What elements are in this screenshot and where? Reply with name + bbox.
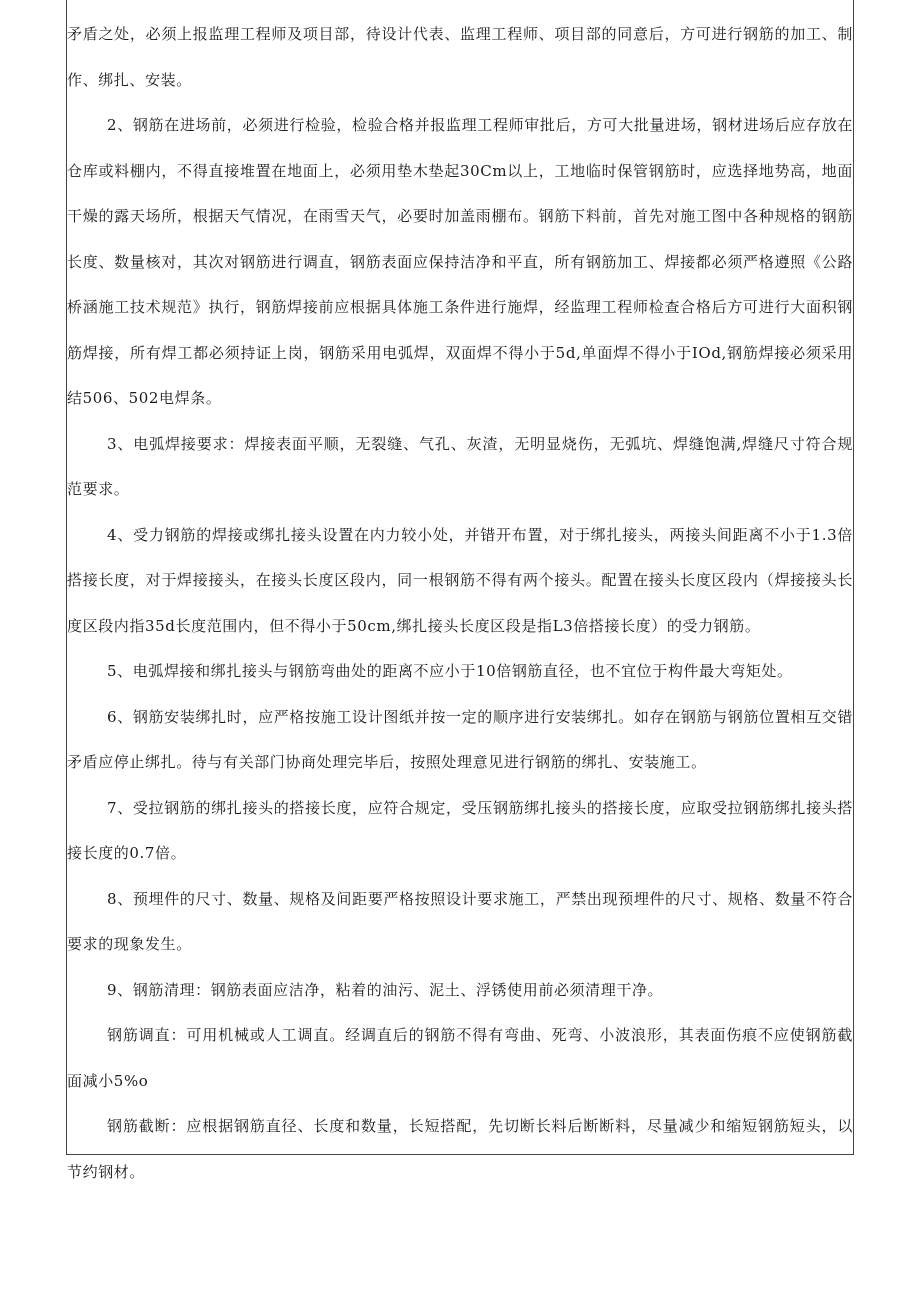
paragraph-straightening: 钢筋调直：可用机械或人工调直。经调直后的钢筋不得有弯曲、死弯、小波浪形，其表面伤痕不应使钢筋截面减小5%o	[67, 1026, 853, 1090]
paragraph-6-installation: 6、钢筋安装绑扎时，应严格按施工设计图纸并按一定的顺序进行安装绑扎。如存在钢筋与钢筋位置相互交错矛盾应停止绑扎。待与有关部门协商处理完毕后，按照处理意见进行钢筋的绑扎、安装施工。	[67, 707, 853, 771]
paragraph-3-arc-welding: 3、电弧焊接要求：焊接表面平顺，无裂缝、气孔、灰渣，无明显烧伤，无弧坑、焊缝饱满,焊缝尺寸符合规范要求。	[67, 434, 853, 498]
document-body	[67, 12, 853, 1195]
paragraph-2-rebar-inspection: 2、钢筋在进场前，必须进行检验，检验合格并报监理工程师审批后，方可大批量进场，钢材进场后应存放在仓库或料棚内，不得直接堆置在地面上，必须用垫木垫起30Cm以上，工地临时保管钢筋时，应选择地势高，地面干燥的露天场所，根据天气情况，在雨雪天气，必要时加盖雨棚布。钢筋下料前，首先对施工图中各种规格的钢筋长度、数量核对，其次对钢筋进行调直，钢筋表面应保持洁净和平直，所有钢筋加工、焊接都必须严格遵照《公路桥涵施工技术规范》执行，钢筋焊接前应根据具体施工条件进行施焊，经监理工程师检查合格后方可进行大面积钢筋焊接，所有焊工都必须持证上岗，钢筋采用电弧焊，双面焊不得小于5d,单面焊不得小于IOd,钢筋焊接必须采用结506、502电焊条。	[67, 116, 853, 407]
paragraph-continuation: 矛盾之处，必须上报监理工程师及项目部，待设计代表、监理工程师、项目部的同意后，方可进行钢筋的加工、制作、绑扎、安装。	[67, 25, 853, 89]
paragraph-4-joints: 4、受力钢筋的焊接或绑扎接头设置在内力较小处，并错开布置，对于绑扎接头，两接头间距离不小于1.3倍搭接长度，对于焊接接头，在接头长度区段内，同一根钢筋不得有两个接头。配置在接头长度区段内（焊接接头长度区段内指35d长度范围内，但不得小于50cm,绑扎接头长度区段是指L3倍搭接长度）的受力钢筋。	[67, 525, 853, 635]
paragraph-cutting: 钢筋截断：应根据钢筋直径、长度和数量，长短搭配，先切断长料后断断料，尽量减少和缩短钢筋短头，以节约钢材。	[67, 1117, 853, 1181]
text-frame	[66, 0, 854, 1181]
paragraph-8-embedded-parts: 8、预埋件的尺寸、数量、规格及间距要严格按照设计要求施工，严禁出现预埋件的尺寸、规格、数量不符合要求的现象发生。	[67, 889, 853, 953]
paragraph-7-lap-length: 7、受拉钢筋的绑扎接头的搭接长度，应符合规定，受压钢筋绑扎接头的搭接长度，应取受拉钢筋绑扎接头搭接长度的0.7倍。	[67, 798, 853, 862]
paragraph-9-cleaning: 9、钢筋清理：钢筋表面应洁净，粘着的油污、泥土、浮锈使用前必须清理干净。	[107, 980, 664, 999]
paragraph-5-bend-distance: 5、电弧焊接和绑扎接头与钢筋弯曲处的距离不应小于10倍钢筋直径，也不宜位于构件最大弯矩处。	[107, 662, 793, 680]
